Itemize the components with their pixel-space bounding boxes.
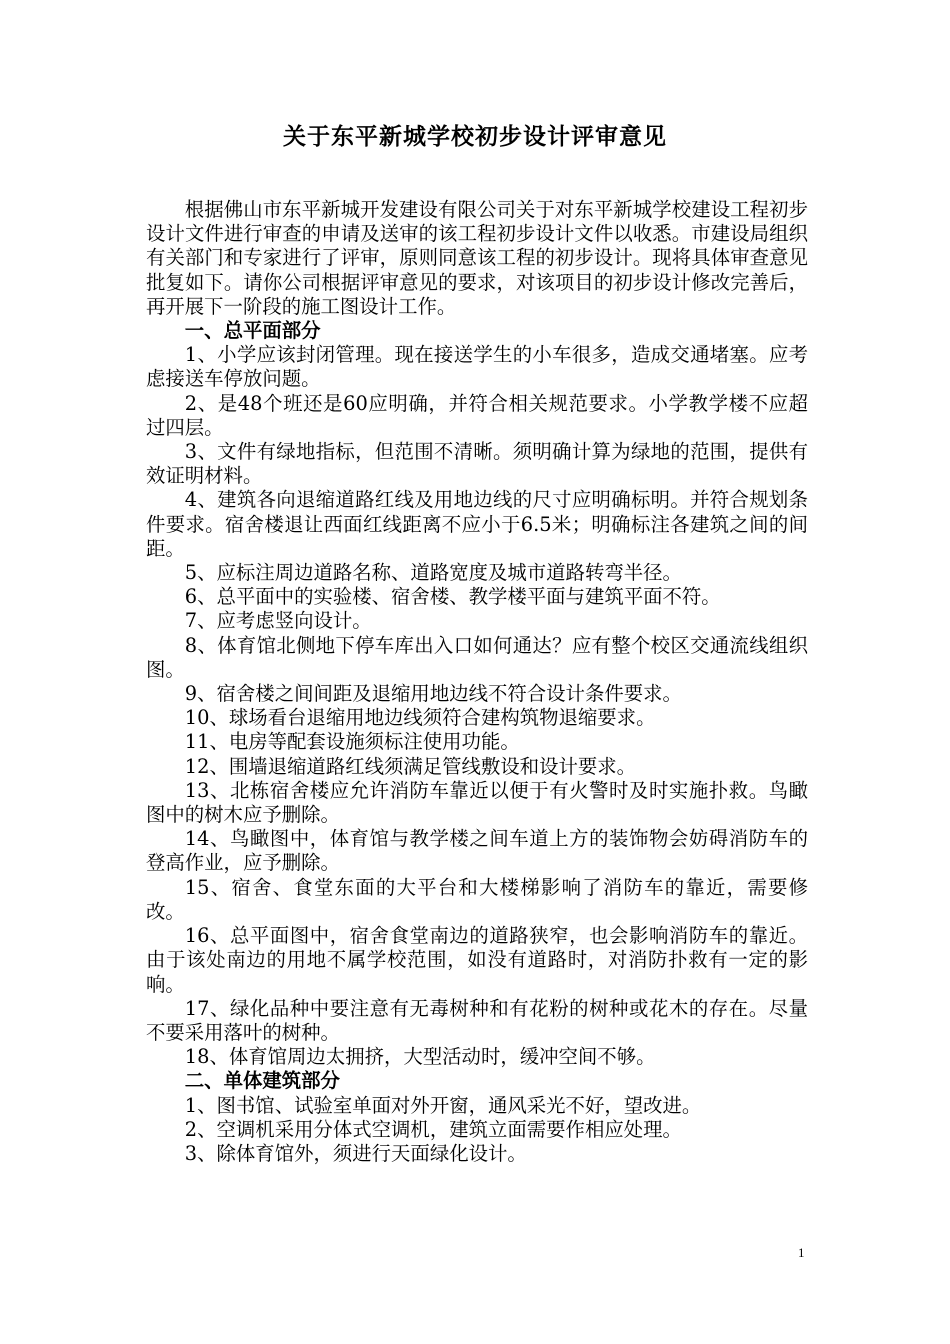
list-item: 8、体育馆北侧地下停车库出入口如何通达？应有整个校区交通流线组织图。 [146,633,808,681]
list-item: 10、球场看台退缩用地边线须符合建构筑物退缩要求。 [184,706,656,730]
section-heading: 一、总平面部分 [184,319,321,343]
section-heading: 二、单体建筑部分 [184,1069,340,1093]
list-item: 12、围墙退缩道路红线须满足管线敷设和设计要求。 [184,754,637,778]
list-item: 14、鸟瞰图中，体育馆与教学楼之间车道上方的装饰物会妨碍消防车的登高作业，应予删除。 [146,827,808,875]
list-item: 3、除体育馆外，须进行天面绿化设计。 [184,1141,527,1165]
list-item: 5、应标注周边道路名称、道路宽度及城市道路转弯半径。 [184,561,682,585]
list-item: 2、是48个班还是60应明确，并符合相关规范要求。小学教学楼不应超过四层。 [146,391,808,439]
page-number: 1 [798,1245,805,1260]
document-title: 关于东平新城学校初步设计评审意见 [283,123,667,150]
list-item: 18、体育馆周边太拥挤，大型活动时，缓冲空间不够。 [184,1045,656,1069]
list-item: 9、宿舍楼之间间距及退缩用地边线不符合设计条件要求。 [184,682,682,706]
list-item: 17、绿化品种中要注意有无毒树种和有花粉的树种或花木的存在。尽量不要采用落叶的树种。 [146,996,808,1044]
list-item: 7、应考虑竖向设计。 [184,609,372,633]
list-item: 11、电房等配套设施须标注使用功能。 [184,730,520,754]
list-item: 1、小学应该封闭管理。现在接送学生的小车很多，造成交通堵塞。应考虑接送车停放问题。 [146,343,808,391]
list-item: 15、宿舍、食堂东面的大平台和大楼梯影响了消防车的靠近，需要修改。 [146,875,808,923]
list-item: 6、总平面中的实验楼、宿舍楼、教学楼平面与建筑平面不符。 [184,585,721,609]
list-item: 2、空调机采用分体式空调机，建筑立面需要作相应处理。 [184,1117,682,1141]
list-item: 13、北栋宿舍楼应允许消防车靠近以便于有火警时及时实施扑救。鸟瞰图中的树木应予删除。 [146,778,808,827]
list-item: 3、文件有绿地指标，但范围不清晰。须明确计算为绿地的范围，提供有效证明材料。 [146,440,808,488]
intro-paragraph: 根据佛山市东平新城开发建设有限公司关于对东平新城学校建设工程初步设计文件进行审查的申请及送审的该工程初步设计文件以收悉。市建设局组织有关部门和专家进行了评审，原则同意该工程的初步设计。现将具体审查意见批复如下。请你公司根据评审意见的要求，对该项目的初步设计修改完善后，再开展下一阶段的施工图设计工作。 [146,198,808,318]
list-item: 16、总平面图中，宿舍食堂南边的道路狭窄，也会影响消防车的靠近。由于该处南边的用地不属学校范围，如没有道路时，对消防扑救有一定的影响。 [146,924,808,996]
document-body [146,198,808,1166]
list-item: 4、建筑各向退缩道路红线及用地边线的尺寸应明确标明。并符合规划条件要求。宿舍楼退让西面红线距离不应小于6.5米；明确标注各建筑之间的间距。 [146,488,808,560]
list-item: 1、图书馆、试验室单面对外开窗，通风采光不好，望改进。 [184,1093,702,1117]
